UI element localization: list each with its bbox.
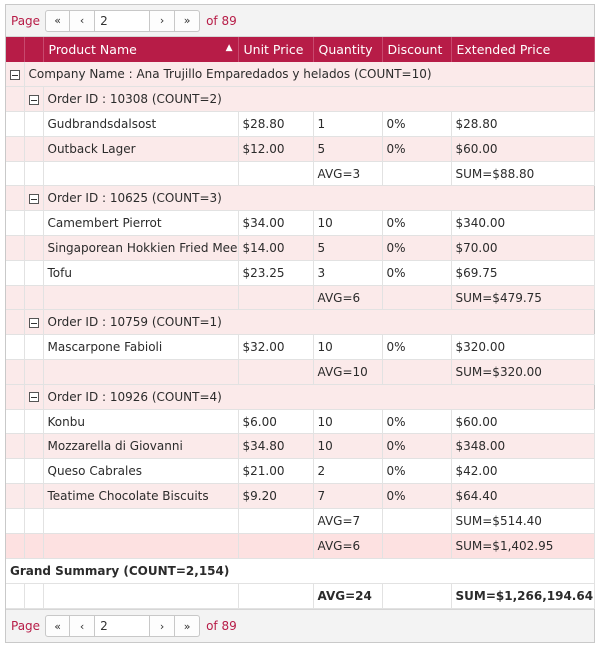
prev-page-icon[interactable]: ‹ [70, 10, 95, 32]
cell-unit-price: $32.00 [238, 335, 313, 360]
empty-cell [43, 285, 238, 310]
company-summary-quantity: AVG=6 [313, 534, 382, 559]
cell-extended-price: $64.40 [451, 484, 594, 509]
table-row[interactable] [6, 136, 594, 161]
grand-summary-row [6, 583, 594, 608]
indent-cell [6, 136, 24, 161]
order-summary-extended: SUM=$88.80 [451, 161, 594, 186]
collapse-icon[interactable] [29, 318, 39, 328]
indent-cell [24, 211, 43, 236]
cell-extended-price: $348.00 [451, 434, 594, 459]
cell-product-name: Tofu [43, 260, 238, 285]
header-spacer [6, 37, 24, 62]
indent-cell [24, 112, 43, 137]
cell-discount: 0% [382, 136, 451, 161]
empty-cell [382, 534, 451, 559]
empty-cell [24, 583, 43, 608]
cell-product-name: Konbu [43, 409, 238, 434]
table-row[interactable] [6, 409, 594, 434]
indent-cell [6, 534, 24, 559]
empty-cell [382, 508, 451, 533]
first-page-icon[interactable]: « [45, 615, 70, 637]
indent-cell [24, 285, 43, 310]
order-summary-row [6, 161, 594, 186]
column-header-unit-price[interactable]: Unit Price [238, 37, 313, 62]
table-row[interactable] [6, 112, 594, 137]
indent-cell [24, 335, 43, 360]
empty-cell [382, 583, 451, 608]
grand-summary-title-row [6, 558, 594, 583]
first-page-icon[interactable]: « [45, 10, 70, 32]
order-group-row [6, 87, 594, 112]
indent-cell [24, 534, 43, 559]
grand-summary-quantity: AVG=24 [313, 583, 382, 608]
cell-unit-price: $34.80 [238, 434, 313, 459]
indent-cell [24, 409, 43, 434]
empty-cell [43, 360, 238, 385]
page-number-input[interactable] [95, 10, 150, 32]
empty-cell [238, 360, 313, 385]
empty-cell [43, 508, 238, 533]
cell-quantity: 10 [313, 434, 382, 459]
next-page-icon[interactable]: › [150, 615, 175, 637]
summary-table [6, 534, 595, 609]
next-page-icon[interactable]: › [150, 10, 175, 32]
cell-discount: 0% [382, 112, 451, 137]
column-header-quantity[interactable]: Quantity [313, 37, 382, 62]
order-summary-row [6, 285, 594, 310]
cell-extended-price: $69.75 [451, 260, 594, 285]
order-group-label: Order ID : 10759 (COUNT=1) [43, 310, 594, 335]
company-summary-row [6, 534, 594, 559]
cell-product-name: Outback Lager [43, 136, 238, 161]
column-header-discount[interactable]: Discount [382, 37, 451, 62]
collapse-icon[interactable] [29, 392, 39, 402]
cell-discount: 0% [382, 484, 451, 509]
column-header-extended-price[interactable]: Extended Price [451, 37, 594, 62]
cell-unit-price: $34.00 [238, 211, 313, 236]
cell-quantity: 7 [313, 484, 382, 509]
cell-quantity: 10 [313, 335, 382, 360]
cell-discount: 0% [382, 260, 451, 285]
cell-unit-price: $12.00 [238, 136, 313, 161]
indent-cell [24, 508, 43, 533]
last-page-icon[interactable]: » [175, 615, 200, 637]
summary-body [6, 534, 594, 608]
empty-cell [238, 285, 313, 310]
company-group-label: Company Name : Ana Trujillo Emparedados y helados (COUNT=10) [24, 62, 594, 87]
company-summary-extended: SUM=$1,402.95 [451, 534, 594, 559]
empty-cell [382, 161, 451, 186]
indent-cell [24, 484, 43, 509]
table-row[interactable] [6, 434, 594, 459]
empty-cell [238, 161, 313, 186]
indent-cell [6, 508, 24, 533]
cell-quantity: 10 [313, 211, 382, 236]
indent-cell [6, 310, 24, 335]
indent-cell [24, 360, 43, 385]
cell-quantity: 10 [313, 409, 382, 434]
empty-cell [43, 534, 238, 559]
order-summary-extended: SUM=$479.75 [451, 285, 594, 310]
cell-product-name: Gudbrandsdalsost [43, 112, 238, 137]
cell-extended-price: $320.00 [451, 335, 594, 360]
order-summary-row [6, 508, 594, 533]
cell-unit-price: $21.00 [238, 459, 313, 484]
order-group-label: Order ID : 10625 (COUNT=3) [43, 186, 594, 211]
order-group-label: Order ID : 10308 (COUNT=2) [43, 87, 594, 112]
grand-summary-extended: SUM=$1,266,194.64 [451, 583, 594, 608]
data-table [6, 37, 595, 534]
order-summary-quantity: AVG=7 [313, 508, 382, 533]
column-header-label: Product Name [48, 42, 137, 57]
column-header-product-name[interactable] [43, 37, 238, 62]
cell-extended-price: $42.00 [451, 459, 594, 484]
empty-cell [238, 534, 313, 559]
cell-quantity: 5 [313, 136, 382, 161]
indent-cell [24, 260, 43, 285]
indent-cell [6, 236, 24, 261]
empty-cell [238, 508, 313, 533]
table-row[interactable] [6, 459, 594, 484]
cell-unit-price: $14.00 [238, 236, 313, 261]
pager-total-pages: of 89 [206, 619, 237, 633]
order-summary-extended: SUM=$514.40 [451, 508, 594, 533]
cell-extended-price: $28.80 [451, 112, 594, 137]
indent-cell [6, 384, 24, 409]
pager-page-label: Page [11, 13, 41, 28]
cell-product-name: Camembert Pierrot [43, 211, 238, 236]
cell-unit-price: $9.20 [238, 484, 313, 509]
company-collapse-toggle[interactable] [6, 62, 24, 87]
pager-page-label: Page [11, 619, 41, 633]
cell-extended-price: $60.00 [451, 136, 594, 161]
cell-extended-price: $340.00 [451, 211, 594, 236]
order-group-label: Order ID : 10926 (COUNT=4) [43, 384, 594, 409]
sort-ascending-icon: ▲ [225, 43, 233, 53]
cell-product-name: Mascarpone Fabioli [43, 335, 238, 360]
indent-cell [24, 434, 43, 459]
indent-cell [6, 434, 24, 459]
order-collapse-toggle[interactable] [24, 87, 43, 112]
empty-cell [382, 360, 451, 385]
order-collapse-toggle[interactable] [24, 310, 43, 335]
cell-discount: 0% [382, 335, 451, 360]
empty-cell [43, 583, 238, 608]
cell-product-name: Queso Cabrales [43, 459, 238, 484]
order-group-row [6, 186, 594, 211]
table-body [6, 62, 594, 533]
indent-cell [6, 335, 24, 360]
pager-bottom [6, 609, 594, 642]
cell-unit-price: $28.80 [238, 112, 313, 137]
cell-product-name: Teatime Chocolate Biscuits [43, 484, 238, 509]
cell-discount: 0% [382, 236, 451, 261]
cell-quantity: 5 [313, 236, 382, 261]
cell-unit-price: $23.25 [238, 260, 313, 285]
header-row [6, 37, 594, 62]
indent-cell [24, 236, 43, 261]
indent-cell [6, 112, 24, 137]
order-summary-quantity: AVG=6 [313, 285, 382, 310]
indent-cell [6, 161, 24, 186]
cell-quantity: 1 [313, 112, 382, 137]
order-collapse-toggle[interactable] [24, 186, 43, 211]
header-spacer [24, 37, 43, 62]
order-group-row [6, 384, 594, 409]
indent-cell [6, 459, 24, 484]
collapse-icon[interactable] [29, 95, 39, 105]
indent-cell [6, 360, 24, 385]
collapse-icon[interactable] [10, 70, 20, 80]
indent-cell [6, 285, 24, 310]
pivot-grid [5, 4, 595, 643]
cell-discount: 0% [382, 459, 451, 484]
table-row[interactable] [6, 484, 594, 509]
collapse-icon[interactable] [29, 194, 39, 204]
indent-cell [24, 161, 43, 186]
cell-discount: 0% [382, 434, 451, 459]
order-summary-quantity: AVG=10 [313, 360, 382, 385]
cell-extended-price: $70.00 [451, 236, 594, 261]
order-summary-quantity: AVG=3 [313, 161, 382, 186]
indent-cell [6, 87, 24, 112]
order-collapse-toggle[interactable] [24, 384, 43, 409]
empty-cell [382, 285, 451, 310]
table-row[interactable] [6, 260, 594, 285]
order-group-row [6, 310, 594, 335]
pager-total-pages: of 89 [206, 13, 237, 28]
indent-cell [6, 211, 24, 236]
prev-page-icon[interactable]: ‹ [70, 615, 95, 637]
empty-cell [6, 583, 24, 608]
indent-cell [24, 459, 43, 484]
pager-top [6, 5, 594, 37]
table-row[interactable] [6, 236, 594, 261]
empty-cell [43, 161, 238, 186]
table-row[interactable] [6, 335, 594, 360]
empty-cell [238, 583, 313, 608]
cell-unit-price: $6.00 [238, 409, 313, 434]
cell-quantity: 3 [313, 260, 382, 285]
grand-summary-title: Grand Summary (COUNT=2,154) [6, 558, 594, 583]
cell-extended-price: $60.00 [451, 409, 594, 434]
company-group-row [6, 62, 594, 87]
cell-product-name: Mozzarella di Giovanni [43, 434, 238, 459]
order-summary-extended: SUM=$320.00 [451, 360, 594, 385]
cell-product-name: Singaporean Hokkien Fried Mee [43, 236, 238, 261]
page-number-input[interactable] [95, 615, 150, 637]
indent-cell [24, 136, 43, 161]
indent-cell [6, 186, 24, 211]
order-summary-row [6, 360, 594, 385]
table-row[interactable] [6, 211, 594, 236]
last-page-icon[interactable]: » [175, 10, 200, 32]
indent-cell [6, 260, 24, 285]
cell-discount: 0% [382, 211, 451, 236]
indent-cell [6, 484, 24, 509]
indent-cell [6, 409, 24, 434]
cell-quantity: 2 [313, 459, 382, 484]
cell-discount: 0% [382, 409, 451, 434]
